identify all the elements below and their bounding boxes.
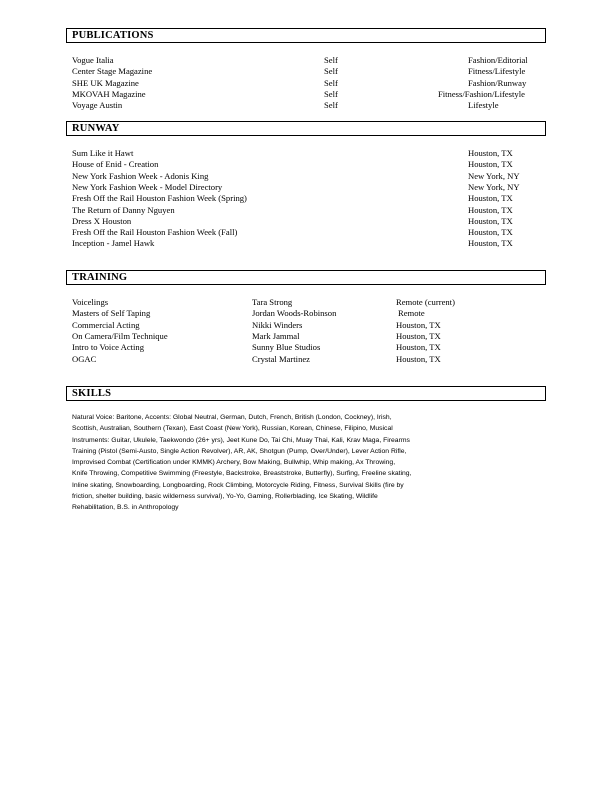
runway-show: House of Enid - Creation (72, 159, 159, 170)
skills-line: friction, shelter building, basic wilderness survival), Yo-Yo, Gaming, Rollerblading, Ice Skating, Wildlife (72, 493, 378, 501)
training-row (0, 297, 612, 308)
runway-row (0, 216, 612, 227)
training-instructor: Nikki Winders (252, 319, 303, 330)
training-heading: TRAINING (72, 272, 128, 283)
runway-row (0, 159, 612, 170)
training-location: Houston, TX (396, 319, 441, 330)
publication-title: Vogue Italia (72, 55, 114, 65)
training-row (0, 354, 612, 365)
runway-location: Houston, TX (468, 215, 513, 226)
runway-row (0, 171, 612, 182)
training-instructor: Crystal Martinez (252, 353, 310, 364)
training-course: Masters of Self Taping (72, 308, 151, 319)
training-row (0, 342, 612, 353)
training-row (0, 320, 612, 331)
runway-row (0, 227, 612, 238)
runway-show: Fresh Off the Rail Houston Fashion Week (Fall) (72, 227, 238, 238)
skills-line: Inline skating, Snowboarding, Longboarding, Rock Climbing, Motorcycle Riding, Fitness, Survival Skills (fire by (72, 481, 404, 489)
skills-line: Rehabilitation, B.S. in Anthropology (72, 504, 179, 512)
runway-show: Sum Like it Hawt (72, 148, 134, 158)
skills-line: Training (Pistol (Semi-Austo, Single Action Revolver), AR, AK, Shotgun (Pump, Over/Under), Lever Action Rifle, (72, 447, 407, 455)
training-instructor: Jordan Woods-Robinson (252, 308, 337, 319)
training-course: Voicelings (72, 297, 109, 307)
publication-title: MKOVAH Magazine (72, 88, 146, 99)
skills-line: Improvised Combat (Certification under KMMK) Archery, Bow Making, Bullwhip, Whip making, Ax Throwing, (72, 459, 396, 467)
runway-show: Dress X Houston (72, 215, 132, 226)
runway-row (0, 182, 612, 193)
skills-section-header (66, 386, 546, 401)
runway-show: The Return of Danny Nguyen (72, 204, 175, 215)
publications-heading: PUBLICATIONS (72, 30, 154, 41)
training-section-header (66, 270, 546, 285)
publication-role: Self (324, 55, 338, 65)
runway-show: Fresh Off the Rail Houston Fashion Week (Spring) (72, 193, 247, 204)
publication-title: Center Stage Magazine (72, 66, 153, 77)
skills-line: Scottish, Australian, Southern (Texan), East Coast (New York), Russian, Korean, Chinese, Filipino, Musical (72, 425, 393, 433)
runway-location: Houston, TX (468, 193, 513, 204)
runway-section-header (66, 121, 546, 136)
runway-heading: RUNWAY (72, 123, 120, 134)
skills-line: Instruments: Guitar, Ukulele, Taekwondo (26+ yrs), Jeet Kune Do, Tai Chi, Muay Thai, Kali, Krav Maga, Firearms (72, 436, 410, 444)
runway-location: New York, NY (468, 181, 520, 192)
runway-location: Houston, TX (468, 204, 513, 215)
skills-heading: SKILLS (72, 388, 112, 399)
publication-category: Fashion/Runway (468, 77, 527, 88)
runway-location: New York, NY (468, 170, 520, 181)
runway-show: Inception - Jamel Hawk (72, 238, 155, 249)
publication-title: Voyage Austin (72, 100, 123, 111)
training-row (0, 308, 612, 319)
runway-row (0, 193, 612, 204)
runway-location: Houston, TX (468, 238, 513, 249)
training-row (0, 331, 612, 342)
runway-row (0, 238, 612, 249)
runway-location: Houston, TX (468, 148, 513, 158)
publication-role: Self (324, 66, 338, 77)
runway-show: New York Fashion Week - Adonis King (72, 170, 209, 181)
training-course: Intro to Voice Acting (72, 342, 145, 353)
runway-show: New York Fashion Week - Model Directory (72, 181, 223, 192)
training-instructor: Tara Strong (252, 297, 293, 307)
runway-row (0, 205, 612, 216)
training-instructor: Mark Jammal (252, 330, 300, 341)
publication-category: Fashion/Editorial (468, 55, 528, 65)
training-location: Remote (398, 308, 425, 319)
training-course: OGAC (72, 353, 97, 364)
publication-row (0, 66, 612, 77)
runway-location: Houston, TX (468, 159, 513, 170)
training-course: Commercial Acting (72, 319, 140, 330)
publication-role: Self (324, 77, 338, 88)
publication-row (0, 89, 612, 100)
publication-title: SHE UK Magazine (72, 77, 139, 88)
publication-category: Lifestyle (468, 100, 499, 111)
training-location: Houston, TX (396, 353, 441, 364)
training-course: On Camera/Film Technique (72, 330, 168, 341)
publication-row (0, 55, 612, 66)
training-location: Houston, TX (396, 342, 441, 353)
training-location: Houston, TX (396, 330, 441, 341)
publication-role: Self (324, 88, 338, 99)
training-location: Remote (current) (396, 297, 455, 307)
training-instructor: Sunny Blue Studios (252, 342, 321, 353)
publication-row (0, 100, 612, 111)
runway-location: Houston, TX (468, 227, 513, 238)
publication-row (0, 78, 612, 89)
publication-category: Fitness/Lifestyle (468, 66, 526, 77)
publication-category: Fitness/Fashion/Lifestyle (438, 88, 525, 99)
publications-section-header (66, 28, 546, 43)
skills-paragraph (72, 412, 490, 514)
skills-line: Natural Voice: Baritone, Accents: Global Neutral, German, Dutch, French, British (London, Cockney), Irish, (72, 414, 392, 421)
skills-line: Knife Throwing, Competitive Swimming (Freestyle, Backstroke, Breaststroke, Butterfly), Surfing, Freeline skating, (72, 470, 412, 478)
publication-role: Self (324, 100, 338, 111)
runway-row (0, 148, 612, 159)
